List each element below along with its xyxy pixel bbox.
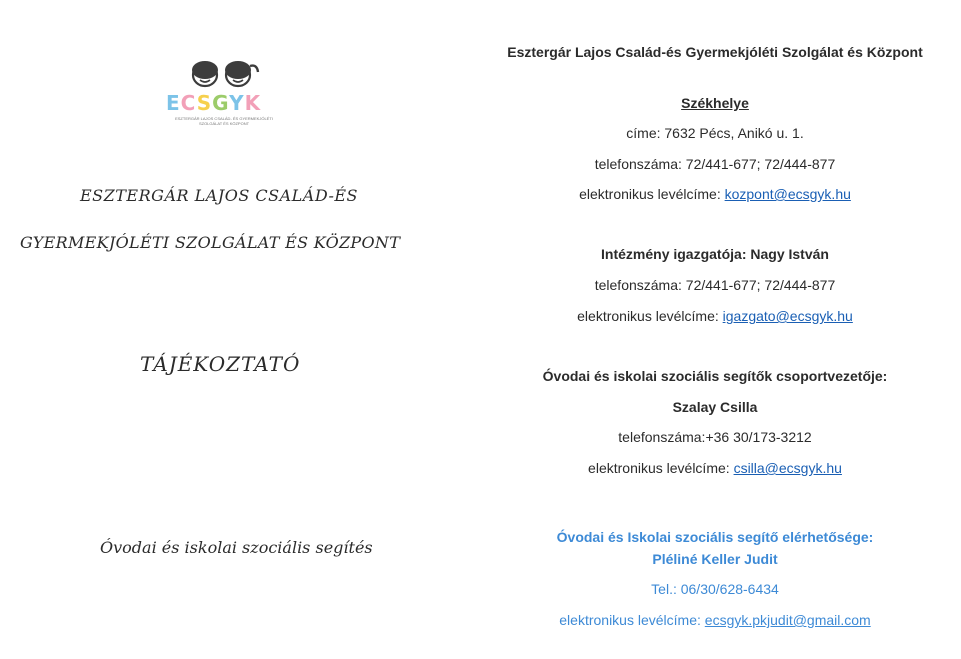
helper-email-row: [480, 611, 950, 629]
logo-letter: E: [166, 91, 181, 115]
hq-address: címe: 7632 Pécs, Anikó u. 1.: [626, 125, 804, 141]
hq-email-row: [480, 185, 950, 203]
hq-email-label: elektronikus levélcíme:: [579, 186, 725, 202]
logo-wordmark: [166, 91, 261, 115]
helper-phone: Tel.: 06/30/628-6434: [651, 581, 779, 597]
children-faces-icon: [160, 60, 285, 92]
hq-email-link[interactable]: kozpont@ecsgyk.hu: [724, 186, 851, 202]
helper-email-label: elektronikus levélcíme:: [559, 612, 705, 628]
logo-letter: S: [196, 91, 213, 115]
logo-letter: K: [244, 91, 262, 115]
ecsgyk-logo: [160, 60, 285, 130]
director-heading: Intézmény igazgatója: Nagy István: [601, 246, 829, 262]
logo-letter: Y: [229, 91, 245, 115]
logo-subtitle: ESZTERGÁR LAJOS CSALÁD- ÉS GYERMEKJÓLÉTI SZOLGÁLAT ÉS KÖZPONT: [175, 116, 273, 126]
document-subject: Óvodai és iskolai szociális segítés: [100, 538, 373, 557]
director-phone: telefonszáma: 72/441-677; 72/444-877: [594, 277, 836, 293]
helper-email-link[interactable]: ecsgyk.pkjudit@gmail.com: [704, 612, 871, 628]
group-lead-email-label: elektronikus levélcíme:: [588, 460, 734, 476]
group-lead-name: Szalay Csilla: [672, 399, 758, 415]
title-line-1: ESZTERGÁR LAJOS CSALÁD-ÉS: [80, 186, 358, 205]
document-type: TÁJÉKOZTATÓ: [140, 352, 301, 376]
logo-letter: G: [212, 91, 230, 115]
left-panel: [0, 0, 460, 659]
logo-letter: C: [180, 91, 197, 115]
director-email-row: [480, 307, 950, 325]
organization-name: Esztergár Lajos Család-és Gyermekjóléti Szolgálat és Központ: [507, 44, 923, 60]
group-lead-heading: Óvodai és iskolai szociális segítők csoportvezetője:: [542, 368, 888, 384]
title-line-2: GYERMEKJÓLÉTI SZOLGÁLAT ÉS KÖZPONT: [20, 233, 401, 252]
group-lead-email-row: [480, 459, 950, 477]
hq-heading: Székhelye: [681, 95, 749, 111]
helper-heading: Óvodai és Iskolai szociális segítő elérhetősége:: [556, 529, 874, 545]
director-email-label: elektronikus levélcíme:: [577, 308, 723, 324]
director-email-link[interactable]: igazgato@ecsgyk.hu: [722, 308, 853, 324]
hq-phone: telefonszáma: 72/441-677; 72/444-877: [594, 156, 836, 172]
right-panel: [480, 0, 950, 659]
group-lead-email-link[interactable]: csilla@ecsgyk.hu: [733, 460, 842, 476]
helper-name: Pléliné Keller Judit: [652, 551, 778, 567]
group-lead-phone: telefonszáma:+36 30/173-3212: [618, 429, 812, 445]
